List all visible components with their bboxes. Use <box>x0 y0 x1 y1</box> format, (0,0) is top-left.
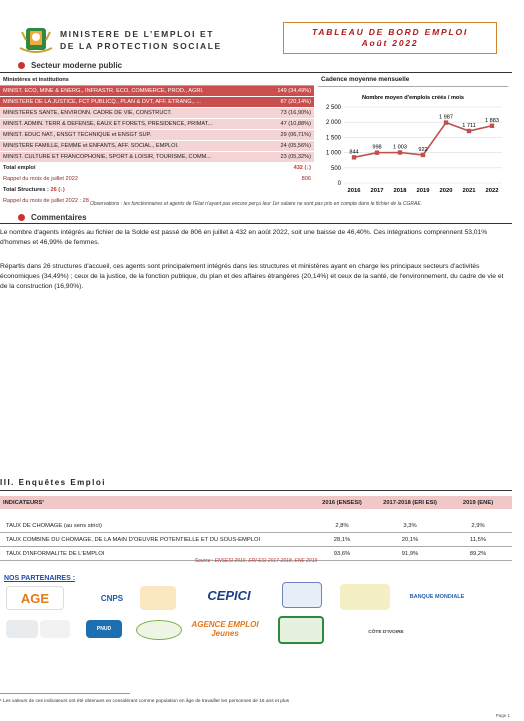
data-label: 1 003 <box>393 144 407 151</box>
indicator-name: TAUX DE CHOMAGE (au sens strict) <box>0 519 308 533</box>
table-row <box>0 152 314 163</box>
data-point <box>375 150 379 154</box>
ministry-name: MINIST. ADMIN. TERR & DEFENSE, EAUX ET FORETS, PRESIDENCE, PRIMAT... <box>3 121 213 127</box>
rappel-structures: Rappel du mois de juillet 2022 : 28 <box>3 198 89 204</box>
indicator-value: 91,9% <box>376 547 444 561</box>
section-title: Secteur moderne public <box>31 61 123 70</box>
partner-logo-cepici: CEPICI <box>186 580 272 610</box>
header-2017-2018: 2017-2018 (ERI ESI) <box>376 496 444 509</box>
data-point <box>444 120 448 124</box>
y-tick-label: 1 500 <box>325 135 341 142</box>
rappel-value: 806 <box>301 176 311 182</box>
board-period: Août 2022 <box>361 38 419 48</box>
comments-heading <box>18 213 87 222</box>
ministry-name: MINISTERE FAMILLE, FEMME et ENFANTS, AFF. SOCIAL., EMPLOI. <box>3 143 179 149</box>
table-header <box>0 496 512 509</box>
x-tick-label: 2021 <box>462 188 476 194</box>
ministry-line-2: DE LA PROTECTION SOCIALE <box>60 41 222 51</box>
partner-logo-round <box>136 620 182 640</box>
footnote: ¹ Les valeurs de ces indicateurs ont été obtenues en considérant comme population en âge de travailler les personnes de 16 ans et plus <box>0 699 290 704</box>
table-row <box>0 130 314 141</box>
data-label: 998 <box>372 144 382 151</box>
partners-title: NOS PARTENAIRES : <box>4 575 76 582</box>
enquetes-title: III. Enquêtes Emploi <box>0 478 107 487</box>
indicator-value: 20,1% <box>376 533 444 547</box>
board-title-box <box>283 22 497 54</box>
total-label: Total emploi <box>3 165 36 171</box>
x-tick-label: 2017 <box>370 188 384 194</box>
y-tick-label: 2 000 <box>325 120 341 127</box>
table-row <box>0 519 512 533</box>
board-title: TABLEAU DE BORD EMPLOI <box>311 27 469 37</box>
ministry-name: MINISTERE DE LA JUSTICE, FCT PUBLICQ., PLAN & DVT, AFF. ETRANG., ... <box>3 99 201 105</box>
structures-label: Total Structures : <box>3 187 49 193</box>
x-tick-label: 2022 <box>485 188 499 194</box>
structures-value: 26 (↓) <box>50 187 65 193</box>
x-tick-label: 2018 <box>393 188 407 194</box>
table-header <box>0 75 314 86</box>
ministry-value: 29 (06,71%) <box>280 132 311 138</box>
x-tick-label: 2016 <box>347 188 361 194</box>
indicator-value: 11,5% <box>444 533 512 547</box>
header-indicators: INDICATEURS¹ <box>0 496 308 509</box>
table-row <box>0 86 314 97</box>
partner-logo-agence-emploi-jeunes: AGENCE EMPLOI Jeunes <box>190 616 260 642</box>
ministry-name: MINISTERES SANTE, ENVIRONN. CADRE DE VIE, CONSTRUCT. <box>3 110 172 116</box>
column-header: Ministères et institutions <box>3 77 69 83</box>
data-label: 1 987 <box>439 114 453 121</box>
rappel-row <box>0 174 314 185</box>
ministry-value: 87 (20,14%) <box>280 99 311 105</box>
page-number: Page 1 <box>495 713 510 718</box>
ministry-name <box>60 28 270 52</box>
x-tick-label: 2019 <box>416 188 430 194</box>
bullet-icon <box>18 214 25 221</box>
ministry-name: MINIST. CULTURE ET FRANCOPHONIE, SPORT & LOISIR, TOURISME, COMM... <box>3 154 211 160</box>
data-point <box>398 150 402 154</box>
observation-note: Observations : les fonctionnaires et agents de l'Etat n'ayant pas encore perçu leur 1er salaire ne sont pas pris en compte dans le fichier de la CGRAE. <box>89 201 423 207</box>
y-tick-label: 1 000 <box>325 150 341 157</box>
y-tick-label: 2 500 <box>325 105 341 111</box>
ministry-value: 73 (16,90%) <box>280 110 311 116</box>
partner-logo-pnud: PNUD <box>86 620 122 638</box>
comment-paragraph-1: Le nombre d'agents intégrés au fichier de la Solde est passé de 806 en juillet à 432 en août 2022, soit une baisse de 46,40%. Ces intégrations comprennent 53,01% d'hommes et 46,99% de femmes. <box>0 229 488 246</box>
footnote-divider <box>0 693 130 694</box>
indicator-value: 89,2% <box>444 547 512 561</box>
total-value: 432 (↓) <box>293 165 311 171</box>
data-label: 922 <box>418 146 428 153</box>
data-label: 1 711 <box>462 122 476 129</box>
section-heading <box>18 61 122 70</box>
data-point <box>467 129 471 133</box>
data-point <box>490 124 494 128</box>
total-row <box>0 163 314 174</box>
indicator-value: 93,6% <box>308 547 376 561</box>
data-label: 1 883 <box>485 117 499 124</box>
ministry-line-1: MINISTERE DE L’EMPLOI ET <box>60 29 215 39</box>
data-point <box>421 153 425 157</box>
comment-paragraph-2: Répartis dans 26 structures d'accueil, ces agents sont principalement intégrés dans les structures et ministères ayant en charge les principaux secteurs d'activités économiques (34,49%) ; ceux de la justice, de la fonction publique, du plan et des affaires étrangères (20,14%) et ceux de la santé, de l'environnement, du cadre de vie et de la construction (16,90%). <box>0 263 504 290</box>
coat-of-arms-logo <box>18 22 54 56</box>
indicator-name: TAUX COMBINE DU CHOMAGE, DE LA MAIN D'OEUVRE POTENTIELLE ET DU SOUS-EMPLOI <box>0 533 308 547</box>
chart-title: Nombre moyen d'emplois créés / mois <box>361 95 465 101</box>
partner-logo-small-2 <box>40 620 70 638</box>
partner-logo-cote-divoire: CÔTE D'IVOIRE <box>352 624 420 640</box>
chart-panel <box>318 75 508 201</box>
partner-logo-small-1 <box>6 620 38 638</box>
header-2019: 2019 (ENE) <box>444 496 512 509</box>
divider <box>0 223 512 224</box>
indicators-table <box>0 496 512 561</box>
partner-logo-banque-mondiale: BANQUE MONDIALE <box>406 584 468 610</box>
ministry-value: 149 (34,49%) <box>277 88 311 94</box>
y-tick-label: 500 <box>330 165 341 172</box>
indicator-value: 2,9% <box>444 519 512 533</box>
indicator-value: 28,1% <box>308 533 376 547</box>
ministry-value: 23 (05,32%) <box>280 154 311 160</box>
indicator-name: TAUX D'INFORMALITE DE L'EMPLOI <box>0 547 308 561</box>
ministries-table <box>0 75 314 207</box>
partner-logo-cnps: CNPS <box>90 586 134 610</box>
partner-logo-fund <box>340 584 390 610</box>
partner-logo-oval <box>282 582 322 608</box>
table-row <box>0 141 314 152</box>
structures-row <box>0 185 314 196</box>
ministry-name: MINIST. EDUC NAT., ENSGT TECHNIQUE et ENSGT SUP. <box>3 132 152 138</box>
data-point <box>352 155 356 159</box>
ministry-value: 24 (05,56%) <box>280 143 311 149</box>
table-row <box>0 108 314 119</box>
divider <box>0 72 512 73</box>
indicator-value: 2,8% <box>308 519 376 533</box>
comments-title: Commentaires <box>31 213 87 222</box>
enquetes-heading <box>0 478 512 491</box>
table-row <box>0 533 512 547</box>
chart-header: Cadence moyenne mensuelle <box>318 75 508 87</box>
header-2016: 2016 (ENSESI) <box>308 496 376 509</box>
y-tick-label: 0 <box>337 181 341 187</box>
ministry-value: 47 (10,88%) <box>280 121 311 127</box>
rappel-label: Rappel du mois de juillet 2022 <box>3 176 78 182</box>
indicator-value: 3,3% <box>376 519 444 533</box>
partner-logo-age: AGE <box>6 586 64 610</box>
table-row <box>0 119 314 130</box>
x-tick-label: 2020 <box>439 188 453 194</box>
bullet-icon <box>18 62 25 69</box>
table-row <box>0 97 314 108</box>
partner-logo-green <box>278 616 324 644</box>
partner-logo-seal <box>140 586 176 610</box>
line-chart <box>318 87 508 201</box>
data-label: 844 <box>349 149 359 156</box>
ministry-name: MINIST. ECO, MINE & ENERG., INFRASTR. ECO, COMMERCE, PROD., AGRI. <box>3 88 204 94</box>
source-note: Source : ENSESI 2016, ERI-ESI 2017-2018, ENE 2019 <box>194 558 318 564</box>
